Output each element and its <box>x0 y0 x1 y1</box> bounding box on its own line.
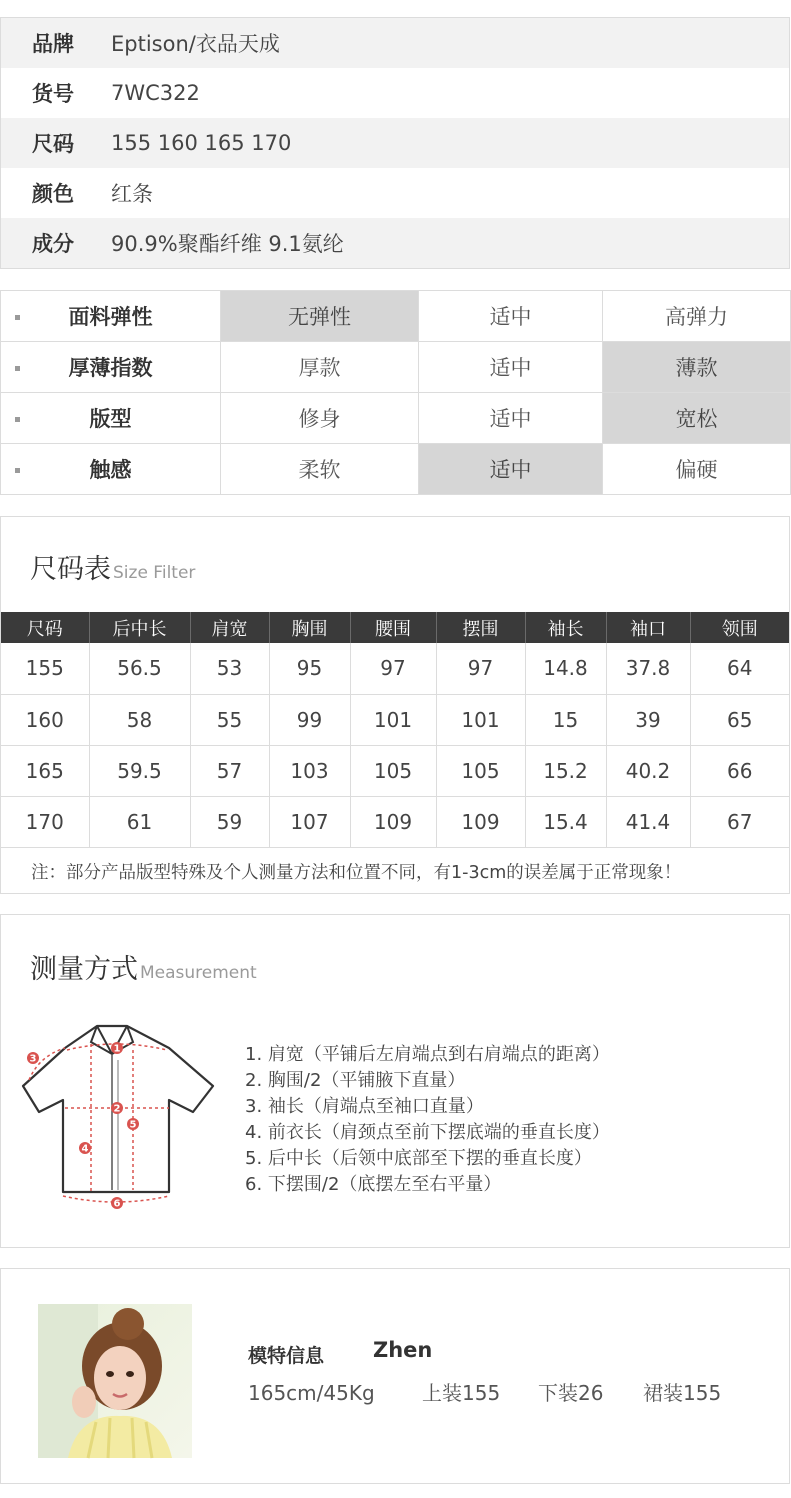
model-info-panel <box>0 1268 790 1484</box>
attribute-row <box>1 342 791 393</box>
attribute-name: 厚薄指数 <box>1 342 221 393</box>
size-column-header: 肩宽 <box>190 612 269 643</box>
size-cell: 95 <box>269 643 350 694</box>
size-row <box>1 694 789 745</box>
measurement-panel <box>0 914 790 1248</box>
measurement-item: 4. 前衣长（肩颈点至前下摆底端的垂直长度） <box>245 1122 610 1143</box>
measurement-item: 6. 下摆围/2（底摆左至右平量） <box>245 1174 502 1195</box>
size-chart-title <box>30 547 195 586</box>
size-chart-table <box>1 612 789 848</box>
size-chart-title-cn: 尺码表 <box>30 554 111 585</box>
bullet-icon <box>15 366 20 371</box>
info-label: 颜色 <box>32 182 74 206</box>
measurement-title-cn: 测量方式 <box>30 954 138 985</box>
size-cell: 103 <box>269 745 350 796</box>
size-cell: 56.5 <box>89 643 190 694</box>
size-cell: 66 <box>690 745 789 796</box>
size-cell: 109 <box>350 796 436 847</box>
size-cell: 37.8 <box>606 643 690 694</box>
size-cell: 101 <box>436 694 525 745</box>
attribute-option: 高弹力 <box>603 291 791 342</box>
marker-3: 3 <box>29 1053 37 1065</box>
size-cell: 40.2 <box>606 745 690 796</box>
info-row <box>1 218 789 268</box>
size-cell: 105 <box>436 745 525 796</box>
size-chart-panel <box>0 516 790 894</box>
attribute-option-selected: 适中 <box>419 444 603 495</box>
model-name: Zhen <box>373 1338 433 1362</box>
bullet-icon <box>15 468 20 473</box>
size-cell: 57 <box>190 745 269 796</box>
attribute-option-selected: 无弹性 <box>221 291 419 342</box>
measurement-title-en: Measurement <box>140 963 257 983</box>
size-cell: 61 <box>89 796 190 847</box>
size-row <box>1 796 789 847</box>
info-value: Eptison/衣品天成 <box>111 32 280 56</box>
model-skirt-size: 裙装155 <box>643 1381 722 1405</box>
attribute-option-selected: 宽松 <box>603 393 791 444</box>
size-cell: 41.4 <box>606 796 690 847</box>
marker-5: 5 <box>129 1119 137 1131</box>
model-height-weight: 165cm/45Kg <box>248 1381 375 1405</box>
size-cell: 59 <box>190 796 269 847</box>
attribute-option: 修身 <box>221 393 419 444</box>
size-column-header: 腰围 <box>350 612 436 643</box>
attribute-option-selected: 薄款 <box>603 342 791 393</box>
size-column-header: 领围 <box>690 612 789 643</box>
measurement-item: 3. 袖长（肩端点至袖口直量） <box>245 1096 484 1117</box>
info-value: 90.9%聚酯纤维 9.1氨纶 <box>111 232 344 256</box>
size-cell: 97 <box>436 643 525 694</box>
measurement-instructions <box>245 1042 610 1198</box>
attribute-option: 适中 <box>419 393 603 444</box>
size-cell: 67 <box>690 796 789 847</box>
shirt-measurement-diagram <box>19 1020 219 1210</box>
model-avatar <box>38 1304 192 1458</box>
model-top-size: 上装155 <box>422 1381 501 1405</box>
info-row <box>1 68 789 118</box>
size-column-header: 摆围 <box>436 612 525 643</box>
info-value: 红条 <box>111 182 153 206</box>
bullet-icon <box>15 417 20 422</box>
size-cell: 165 <box>1 745 89 796</box>
size-cell: 55 <box>190 694 269 745</box>
info-label: 货号 <box>32 82 74 106</box>
size-cell: 109 <box>436 796 525 847</box>
measurement-item: 2. 胸围/2（平铺腋下直量） <box>245 1070 466 1091</box>
info-value: 155 160 165 170 <box>111 131 292 155</box>
measurement-item: 5. 后中长（后领中底部至下摆的垂直长度） <box>245 1148 592 1169</box>
info-label: 尺码 <box>32 132 74 156</box>
size-row <box>1 745 789 796</box>
info-row <box>1 18 789 68</box>
info-label: 品牌 <box>32 32 74 56</box>
product-info-panel <box>0 17 790 269</box>
size-cell: 170 <box>1 796 89 847</box>
size-cell: 14.8 <box>525 643 606 694</box>
size-chart-title-en: Size Filter <box>113 563 196 583</box>
size-cell: 107 <box>269 796 350 847</box>
size-column-header: 尺码 <box>1 612 89 643</box>
marker-4: 4 <box>81 1143 89 1155</box>
attribute-option: 偏硬 <box>603 444 791 495</box>
attribute-name: 面料弹性 <box>1 291 221 342</box>
size-cell: 97 <box>350 643 436 694</box>
attribute-row <box>1 393 791 444</box>
size-cell: 99 <box>269 694 350 745</box>
attribute-row <box>1 291 791 342</box>
size-column-header: 后中长 <box>89 612 190 643</box>
attribute-option: 适中 <box>419 291 603 342</box>
size-column-header: 袖口 <box>606 612 690 643</box>
size-cell: 64 <box>690 643 789 694</box>
measurement-title <box>30 947 257 986</box>
model-info-title: 模特信息 <box>248 1345 325 1367</box>
size-column-header: 胸围 <box>269 612 350 643</box>
bullet-icon <box>15 315 20 320</box>
size-cell: 105 <box>350 745 436 796</box>
size-cell: 15 <box>525 694 606 745</box>
size-cell: 59.5 <box>89 745 190 796</box>
size-cell: 160 <box>1 694 89 745</box>
size-cell: 101 <box>350 694 436 745</box>
marker-6: 6 <box>113 1198 121 1210</box>
size-cell: 39 <box>606 694 690 745</box>
measurement-item: 1. 肩宽（平铺后左肩端点到右肩端点的距离） <box>245 1044 610 1065</box>
info-row <box>1 118 789 168</box>
attribute-name: 版型 <box>1 393 221 444</box>
attribute-row <box>1 444 791 495</box>
info-row <box>1 168 789 218</box>
model-stats <box>248 1377 721 1406</box>
attribute-option: 适中 <box>419 342 603 393</box>
size-cell: 155 <box>1 643 89 694</box>
attribute-name: 触感 <box>1 444 221 495</box>
size-chart-note: 注：部分产品版型特殊及个人测量方法和位置不同，有1-3cm的误差属于正常现象！ <box>31 863 682 883</box>
info-value: 7WC322 <box>111 81 200 105</box>
attribute-option: 柔软 <box>221 444 419 495</box>
size-column-header: 袖长 <box>525 612 606 643</box>
attribute-option: 厚款 <box>221 342 419 393</box>
marker-2: 2 <box>113 1103 121 1115</box>
size-cell: 53 <box>190 643 269 694</box>
marker-1: 1 <box>113 1043 121 1055</box>
size-row <box>1 643 789 694</box>
size-cell: 15.4 <box>525 796 606 847</box>
fabric-attributes-table <box>0 290 791 495</box>
model-bottom-size: 下装26 <box>538 1381 604 1405</box>
size-cell: 58 <box>89 694 190 745</box>
size-cell: 65 <box>690 694 789 745</box>
info-label: 成分 <box>32 232 74 256</box>
size-cell: 15.2 <box>525 745 606 796</box>
